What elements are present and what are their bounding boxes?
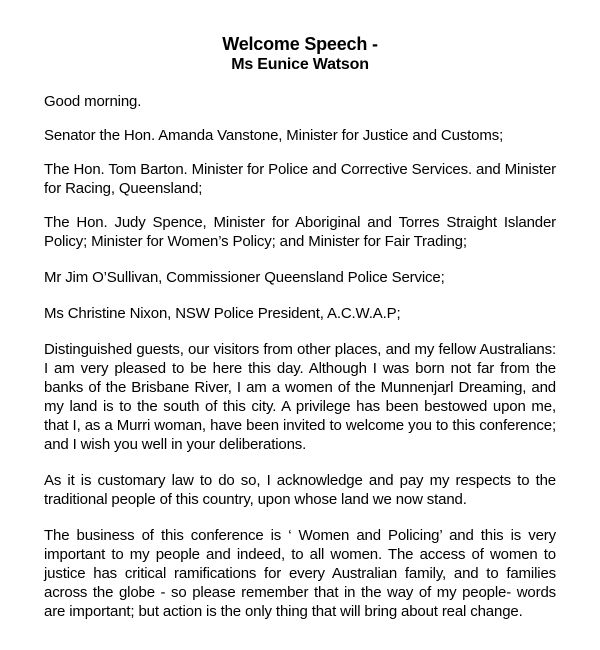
paragraph-salutation-nixon: Ms Christine Nixon, NSW Police President, A.C.W.A.P; xyxy=(44,305,401,322)
paragraph-acknowledgement: As it is customary law to do so, I acknowledge and pay my respects to the traditional people of this country, upon whose land we now stand. xyxy=(44,472,556,508)
document-body xyxy=(44,92,556,621)
paragraph-welcome: Distinguished guests, our visitors from other places, and my fellow Australians: I am very pleased to be here this day. Although I was born not far from the banks of the Brisbane River, I am a women of the Munnenjarl Dreaming, and my land is to the south of this city. A privilege has been bestowed upon me, that I, as a Murri woman, have been invited to welcome you to this conference; and I wish you well in your deliberations. xyxy=(44,341,556,453)
paragraph-salutation-spence: The Hon. Judy Spence, Minister for Aboriginal and Torres Straight Islander Policy; Minister for Women’s Policy; and Minister for Fair Trading; xyxy=(44,214,556,250)
paragraph-salutation-osullivan: Mr Jim O’Sullivan, Commissioner Queensland Police Service; xyxy=(44,269,445,286)
paragraph-salutation-barton: The Hon. Tom Barton. Minister for Police and Corrective Services. and Minister for Racing, Queensland; xyxy=(44,161,556,197)
page-subtitle: Ms Eunice Watson xyxy=(231,56,369,73)
page-title: Welcome Speech - xyxy=(222,34,378,54)
paragraph-salutation-vanstone: Senator the Hon. Amanda Vanstone, Minister for Justice and Customs; xyxy=(44,127,504,144)
document-header xyxy=(0,34,600,74)
paragraph-greeting: Good morning. xyxy=(44,93,142,110)
paragraph-conference-business: The business of this conference is ‘ Women and Policing’ and this is very important to my people and indeed, to all women. The access of women to justice has critical ramifications for every Australian family, and to families across the globe - so please remember that in the way of my people- words are important; but action is the only thing that will bring about real change. xyxy=(44,527,556,620)
